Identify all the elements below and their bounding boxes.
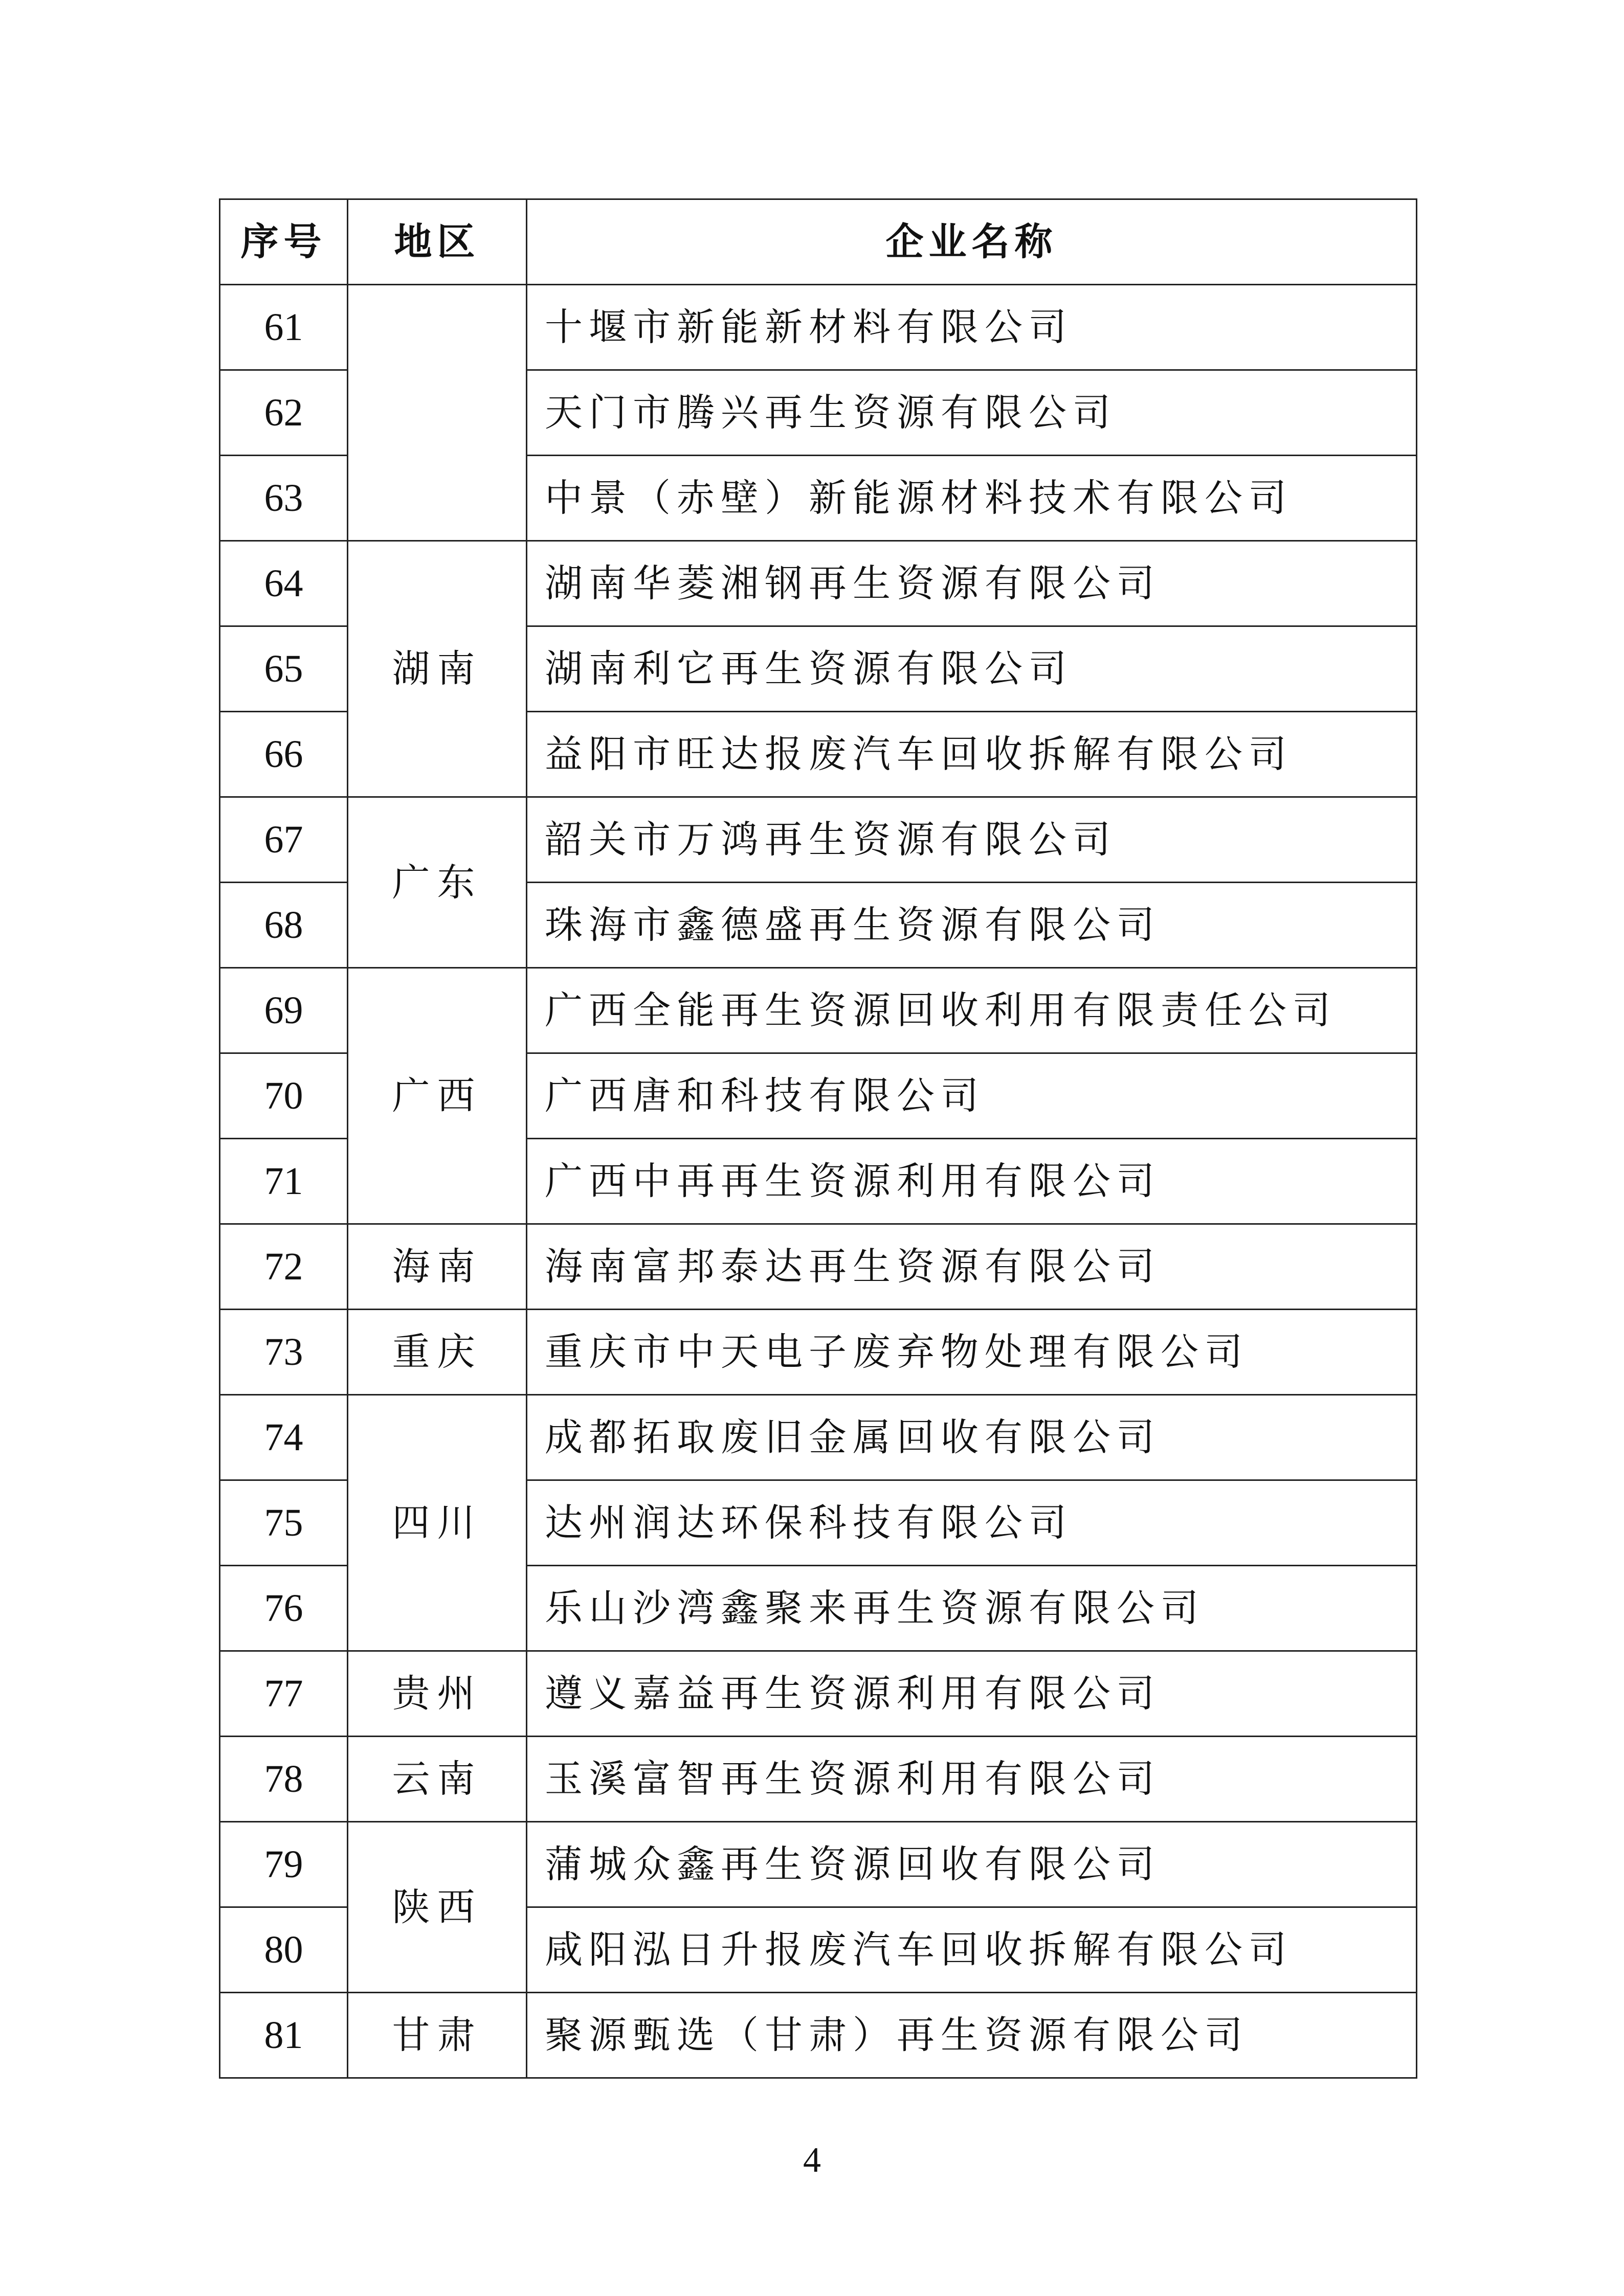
region-cell: 海南 [348,1224,527,1310]
serial-number-cell: 62 [220,370,348,456]
serial-number-cell: 72 [220,1224,348,1310]
company-name-cell: 广西全能再生资源回收利用有限责任公司 [527,968,1417,1053]
company-name-cell: 益阳市旺达报废汽车回收拆解有限公司 [527,712,1417,797]
serial-number-cell: 74 [220,1395,348,1480]
table-row [220,1310,1417,1395]
company-name-cell: 蒲城众鑫再生资源回收有限公司 [527,1822,1417,1907]
header-region: 地区 [348,199,527,285]
table-row [220,1395,1417,1480]
serial-number-cell: 79 [220,1822,348,1907]
serial-number-cell: 75 [220,1480,348,1566]
serial-number-cell: 81 [220,1993,348,2078]
company-name-cell: 十堰市新能新材料有限公司 [527,285,1417,370]
serial-number-cell: 77 [220,1651,348,1737]
serial-number-cell: 73 [220,1310,348,1395]
region-cell: 重庆 [348,1310,527,1395]
table-row [220,1822,1417,1907]
company-name-cell: 成都拓取废旧金属回收有限公司 [527,1395,1417,1480]
company-name-cell: 湖南华菱湘钢再生资源有限公司 [527,541,1417,626]
region-cell [348,285,527,541]
page-number: 4 [803,2141,821,2180]
company-name-cell: 广西唐和科技有限公司 [527,1053,1417,1139]
company-name-cell: 咸阳泓日升报废汽车回收拆解有限公司 [527,1907,1417,1993]
company-name-cell: 珠海市鑫德盛再生资源有限公司 [527,883,1417,968]
region-cell: 云南 [348,1737,527,1822]
serial-number-cell: 67 [220,797,348,883]
region-cell: 甘肃 [348,1993,527,2078]
serial-number-cell: 65 [220,626,348,712]
company-table-container [219,198,1416,2079]
table-body [220,285,1417,2078]
region-cell: 四川 [348,1395,527,1651]
serial-number-cell: 76 [220,1566,348,1651]
serial-number-cell: 63 [220,456,348,541]
serial-number-cell: 68 [220,883,348,968]
table-row [220,968,1417,1053]
serial-number-cell: 80 [220,1907,348,1993]
company-name-cell: 重庆市中天电子废弃物处理有限公司 [527,1310,1417,1395]
serial-number-cell: 71 [220,1139,348,1224]
table-row [220,1224,1417,1310]
table-row [220,797,1417,883]
serial-number-cell: 66 [220,712,348,797]
company-name-cell: 乐山沙湾鑫聚来再生资源有限公司 [527,1566,1417,1651]
company-name-cell: 韶关市万鸿再生资源有限公司 [527,797,1417,883]
table-row [220,1651,1417,1737]
region-cell: 湖南 [348,541,527,797]
serial-number-cell: 61 [220,285,348,370]
header-company-name: 企业名称 [527,199,1417,285]
company-table [219,198,1417,2079]
company-name-cell: 达州润达环保科技有限公司 [527,1480,1417,1566]
table-row [220,1737,1417,1822]
company-name-cell: 遵义嘉益再生资源利用有限公司 [527,1651,1417,1737]
header-serial-number: 序号 [220,199,348,285]
serial-number-cell: 78 [220,1737,348,1822]
region-cell: 广东 [348,797,527,968]
serial-number-cell: 70 [220,1053,348,1139]
company-name-cell: 广西中再再生资源利用有限公司 [527,1139,1417,1224]
table-row [220,1993,1417,2078]
region-cell: 陕西 [348,1822,527,1993]
region-cell: 贵州 [348,1651,527,1737]
table-row [220,285,1417,370]
company-name-cell: 海南富邦泰达再生资源有限公司 [527,1224,1417,1310]
company-name-cell: 湖南利它再生资源有限公司 [527,626,1417,712]
company-name-cell: 玉溪富智再生资源利用有限公司 [527,1737,1417,1822]
serial-number-cell: 64 [220,541,348,626]
table-header-row [220,199,1417,285]
region-cell: 广西 [348,968,527,1224]
table-row [220,541,1417,626]
company-name-cell: 天门市腾兴再生资源有限公司 [527,370,1417,456]
serial-number-cell: 69 [220,968,348,1053]
company-name-cell: 中景（赤壁）新能源材料技术有限公司 [527,456,1417,541]
company-name-cell: 聚源甄选（甘肃）再生资源有限公司 [527,1993,1417,2078]
